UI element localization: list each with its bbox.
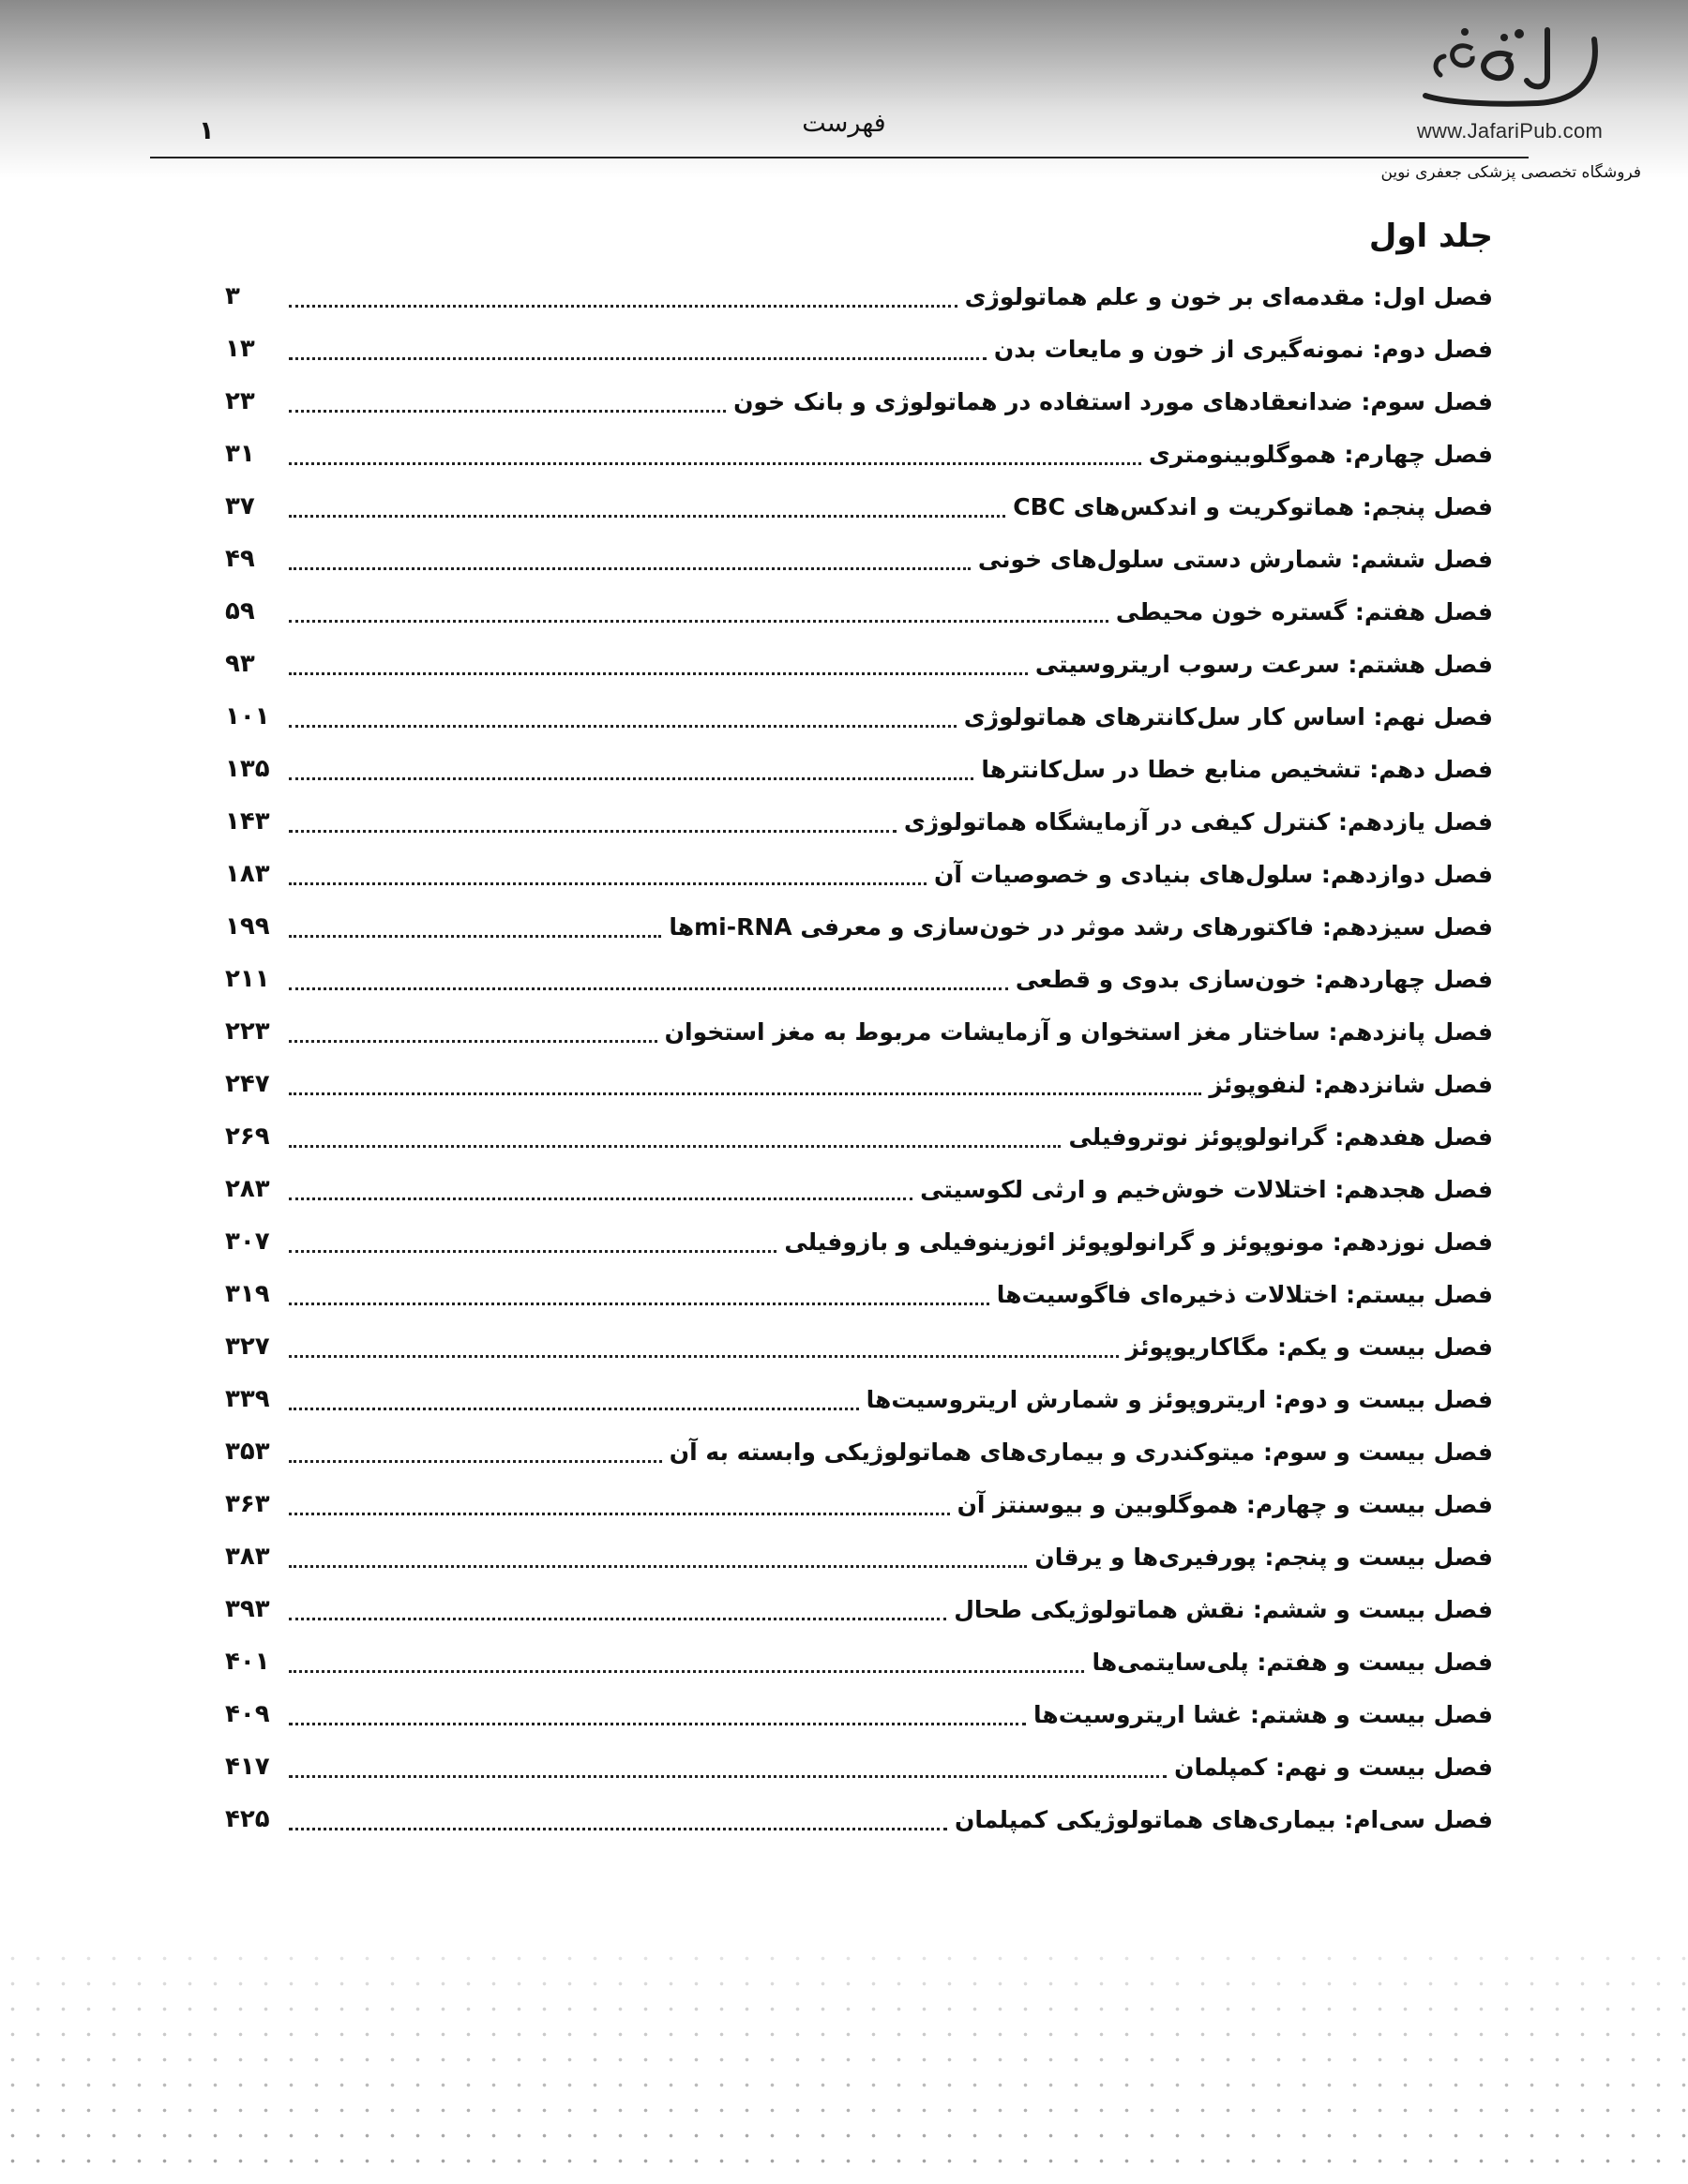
toc-entry[interactable] — [225, 323, 1493, 375]
toc-entry-title: فصل هفدهم: گرانولوپوئز نوتروفیلی — [1068, 1122, 1493, 1151]
dot-leader — [289, 1250, 776, 1253]
toc-entry-title: فصل سیزدهم: فاکتورهای رشد موثر در خون‌سازی و معرفی mi-RNAها — [669, 912, 1493, 941]
toc-entry[interactable] — [225, 375, 1493, 428]
toc-entry-page: ۹۳ — [225, 650, 255, 678]
toc-entry-title: فصل بیست و پنجم: پورفیری‌ها و یرقان — [1034, 1543, 1493, 1571]
toc-entry-title: فصل بیستم: اختلالات ذخیره‌ای فاگوسیت‌ها — [996, 1280, 1493, 1308]
toc-entry-title: فصل بیست و سوم: میتوکندری و بیماری‌های هماتولوژیکی وابسته به آن — [669, 1438, 1493, 1466]
toc-entry-title: فصل شانزدهم: لنفوپوئز — [1209, 1070, 1493, 1098]
toc-entry-page: ۱۳۵ — [225, 755, 270, 783]
toc-entry-title: فصل سی‌ام: بیماری‌های هماتولوژیکی کمپلمان — [955, 1805, 1493, 1833]
toc-entry-page: ۴۰۱ — [225, 1648, 270, 1676]
toc-entry-page: ۳۵۳ — [225, 1438, 270, 1466]
toc-entry[interactable] — [225, 1320, 1493, 1373]
toc-entry-page: ۲۳ — [225, 387, 255, 415]
toc-entry-title: فصل بیست و نهم: کمپلمان — [1174, 1753, 1493, 1781]
toc-entry-page: ۲۱۱ — [225, 965, 270, 993]
toc-entry-page: ۲۴۷ — [225, 1070, 270, 1098]
dot-leader — [289, 357, 987, 360]
toc-entry-page: ۵۹ — [225, 597, 255, 625]
toc-entry[interactable] — [225, 1005, 1493, 1058]
toc-entry-page: ۳۷ — [225, 492, 255, 520]
volume-title: جلد اول — [1368, 218, 1493, 255]
toc-entry-page: ۴۹ — [225, 545, 255, 573]
toc-entry[interactable] — [225, 638, 1493, 690]
toc-entry[interactable] — [225, 428, 1493, 480]
toc-entry-page: ۱۰۱ — [225, 702, 270, 731]
toc-entry-title: فصل بیست و یکم: مگاکاریوپوئز — [1125, 1333, 1493, 1361]
dot-leader — [289, 1197, 912, 1200]
toc-entry[interactable] — [225, 743, 1493, 795]
dot-leader — [289, 1513, 950, 1515]
dot-leader — [289, 882, 927, 885]
toc-entry[interactable] — [225, 585, 1493, 638]
dot-leader — [289, 1618, 946, 1620]
toc-entry[interactable] — [225, 900, 1493, 953]
toc-entry-page: ۳۶۳ — [225, 1490, 270, 1518]
toc-entry[interactable] — [225, 1110, 1493, 1163]
toc-entry-page: ۱۹۹ — [225, 912, 270, 941]
toc-entry-page: ۳۹۳ — [225, 1595, 270, 1623]
dot-leader — [289, 987, 1008, 990]
dot-leader — [289, 1145, 1061, 1148]
toc-entry-page: ۳۳۹ — [225, 1385, 270, 1413]
toc-entry[interactable] — [225, 1373, 1493, 1425]
toc-entry-page: ۱۳ — [225, 335, 255, 363]
page-title: فهرست — [802, 109, 886, 138]
store-name: فروشگاه تخصصی پزشکی جعفری نوین — [1380, 163, 1641, 182]
toc-entry[interactable] — [225, 270, 1493, 323]
toc-entry[interactable] — [225, 1635, 1493, 1688]
calligraphy-logo-icon — [1407, 21, 1613, 119]
toc-entry-title: فصل چهارم: هموگلوبینومتری — [1148, 440, 1493, 468]
toc-entry-title: فصل دوازدهم: سلول‌های بنیادی و خصوصیات آن — [934, 860, 1493, 888]
toc-entry[interactable] — [225, 1688, 1493, 1740]
toc-entry-title: فصل اول: مقدمه‌ای بر خون و علم هماتولوژی — [964, 282, 1493, 310]
dot-leader — [289, 1040, 657, 1043]
toc-entry[interactable] — [225, 690, 1493, 743]
dot-leader — [289, 462, 1141, 465]
toc-entry[interactable] — [225, 1530, 1493, 1583]
toc-entry[interactable] — [225, 533, 1493, 585]
toc-entry-page: ۳ — [225, 282, 240, 310]
toc-entry-page: ۳۰۷ — [225, 1228, 270, 1256]
toc-entry-page: ۴۲۵ — [225, 1805, 270, 1833]
dot-leader — [289, 1303, 989, 1305]
dot-leader — [289, 1355, 1119, 1358]
toc-entry-page: ۲۸۳ — [225, 1175, 270, 1203]
toc-entry-title: فصل بیست و چهارم: هموگلوبین و بیوسنتز آن — [957, 1490, 1493, 1518]
toc-entry-page: ۴۰۹ — [225, 1700, 270, 1728]
toc-entry-title: فصل بیست و ششم: نقش هماتولوژیکی طحال — [954, 1595, 1493, 1623]
dot-leader — [289, 620, 1108, 623]
dot-leader — [289, 410, 726, 413]
toc-entry-page: ۳۱ — [225, 440, 255, 468]
toc-entry-title: فصل دهم: تشخیص منابع خطا در سل‌کانترها — [981, 755, 1493, 783]
toc-entry-title: فصل هجدهم: اختلالات خوش‌خیم و ارثی لکوسیتی — [920, 1175, 1493, 1203]
logo-url: www.JafariPub.com — [1416, 119, 1604, 143]
toc-entry[interactable] — [225, 1740, 1493, 1793]
toc-entry-title: فصل دوم: نمونه‌گیری از خون و مایعات بدن — [993, 335, 1493, 363]
toc-entry-page: ۳۱۹ — [225, 1280, 270, 1308]
toc-entry-title: فصل سوم: ضدانعقادهای مورد استفاده در هماتولوژی و بانک خون — [733, 387, 1493, 415]
toc-entry-title: فصل چهاردهم: خون‌سازی بدوی و قطعی — [1015, 965, 1493, 993]
dot-leader — [289, 777, 973, 780]
dot-leader — [289, 1408, 859, 1410]
toc-entry-page: ۳۸۳ — [225, 1543, 270, 1571]
toc-entry-title: فصل نوزدهم: مونوپوئز و گرانولوپوئز ائوزینوفیلی و بازوفیلی — [784, 1228, 1493, 1256]
toc-entry-title: فصل هفتم: گستره خون محیطی — [1115, 597, 1493, 625]
toc-entry[interactable] — [225, 1268, 1493, 1320]
dot-leader — [289, 1460, 662, 1463]
toc-entry-title: فصل بیست و دوم: اریتروپوئز و شمارش اریتروسیت‌ها — [866, 1385, 1493, 1413]
toc-entry[interactable] — [225, 1163, 1493, 1215]
dot-leader — [289, 1092, 1201, 1095]
toc-entry[interactable] — [225, 1478, 1493, 1530]
header-divider — [150, 157, 1529, 158]
dot-leader — [289, 1775, 1167, 1778]
toc-entry[interactable] — [225, 1215, 1493, 1268]
dot-leader — [289, 1565, 1027, 1568]
toc-entry-title: فصل پانزدهم: ساختار مغز استخوان و آزمایشات مربوط به مغز استخوان — [664, 1017, 1493, 1046]
dot-leader — [289, 515, 1005, 518]
dot-pattern-decoration — [0, 1946, 1688, 2184]
toc-entry-title: فصل هشتم: سرعت رسوب اریتروسیتی — [1034, 650, 1493, 678]
toc-entry[interactable] — [225, 1425, 1493, 1478]
dot-leader — [289, 830, 897, 833]
toc-entry-page: ۲۲۳ — [225, 1017, 270, 1046]
toc-entry-title: فصل ششم: شمارش دستی سلول‌های خونی — [977, 545, 1493, 573]
table-of-contents — [225, 270, 1493, 1845]
toc-entry-title: فصل نهم: اساس کار سل‌کانترهای هماتولوژی — [963, 702, 1493, 731]
toc-entry[interactable] — [225, 848, 1493, 900]
dot-leader — [289, 1670, 1084, 1673]
toc-entry-title: فصل بیست و هشتم: غشا اریتروسیت‌ها — [1033, 1700, 1493, 1728]
toc-entry-page: ۴۱۷ — [225, 1753, 270, 1781]
dot-leader — [289, 725, 957, 728]
dot-leader — [289, 1723, 1026, 1725]
toc-entry-page: ۱۴۳ — [225, 807, 270, 836]
toc-entry[interactable] — [225, 480, 1493, 533]
toc-entry[interactable] — [225, 1058, 1493, 1110]
toc-entry[interactable] — [225, 1793, 1493, 1845]
dot-leader — [289, 567, 971, 570]
toc-entry-page: ۳۲۷ — [225, 1333, 270, 1361]
dot-leader — [289, 305, 957, 308]
page-number: ۱ — [199, 116, 215, 145]
toc-entry[interactable] — [225, 795, 1493, 848]
dot-leader — [289, 935, 661, 938]
toc-entry-title: فصل بیست و هفتم: پلی‌سایتمی‌ها — [1092, 1648, 1493, 1676]
dot-leader — [289, 1828, 947, 1830]
toc-entry[interactable] — [225, 953, 1493, 1005]
toc-entry-title: فصل یازدهم: کنترل کیفی در آزمایشگاه هماتولوژی — [903, 807, 1493, 836]
toc-entry[interactable] — [225, 1583, 1493, 1635]
dot-leader — [289, 672, 1028, 675]
toc-entry-page: ۲۶۹ — [225, 1122, 270, 1151]
toc-entry-title: فصل پنجم: هماتوکریت و اندکس‌های CBC — [1013, 492, 1493, 520]
toc-entry-page: ۱۸۳ — [225, 860, 270, 888]
